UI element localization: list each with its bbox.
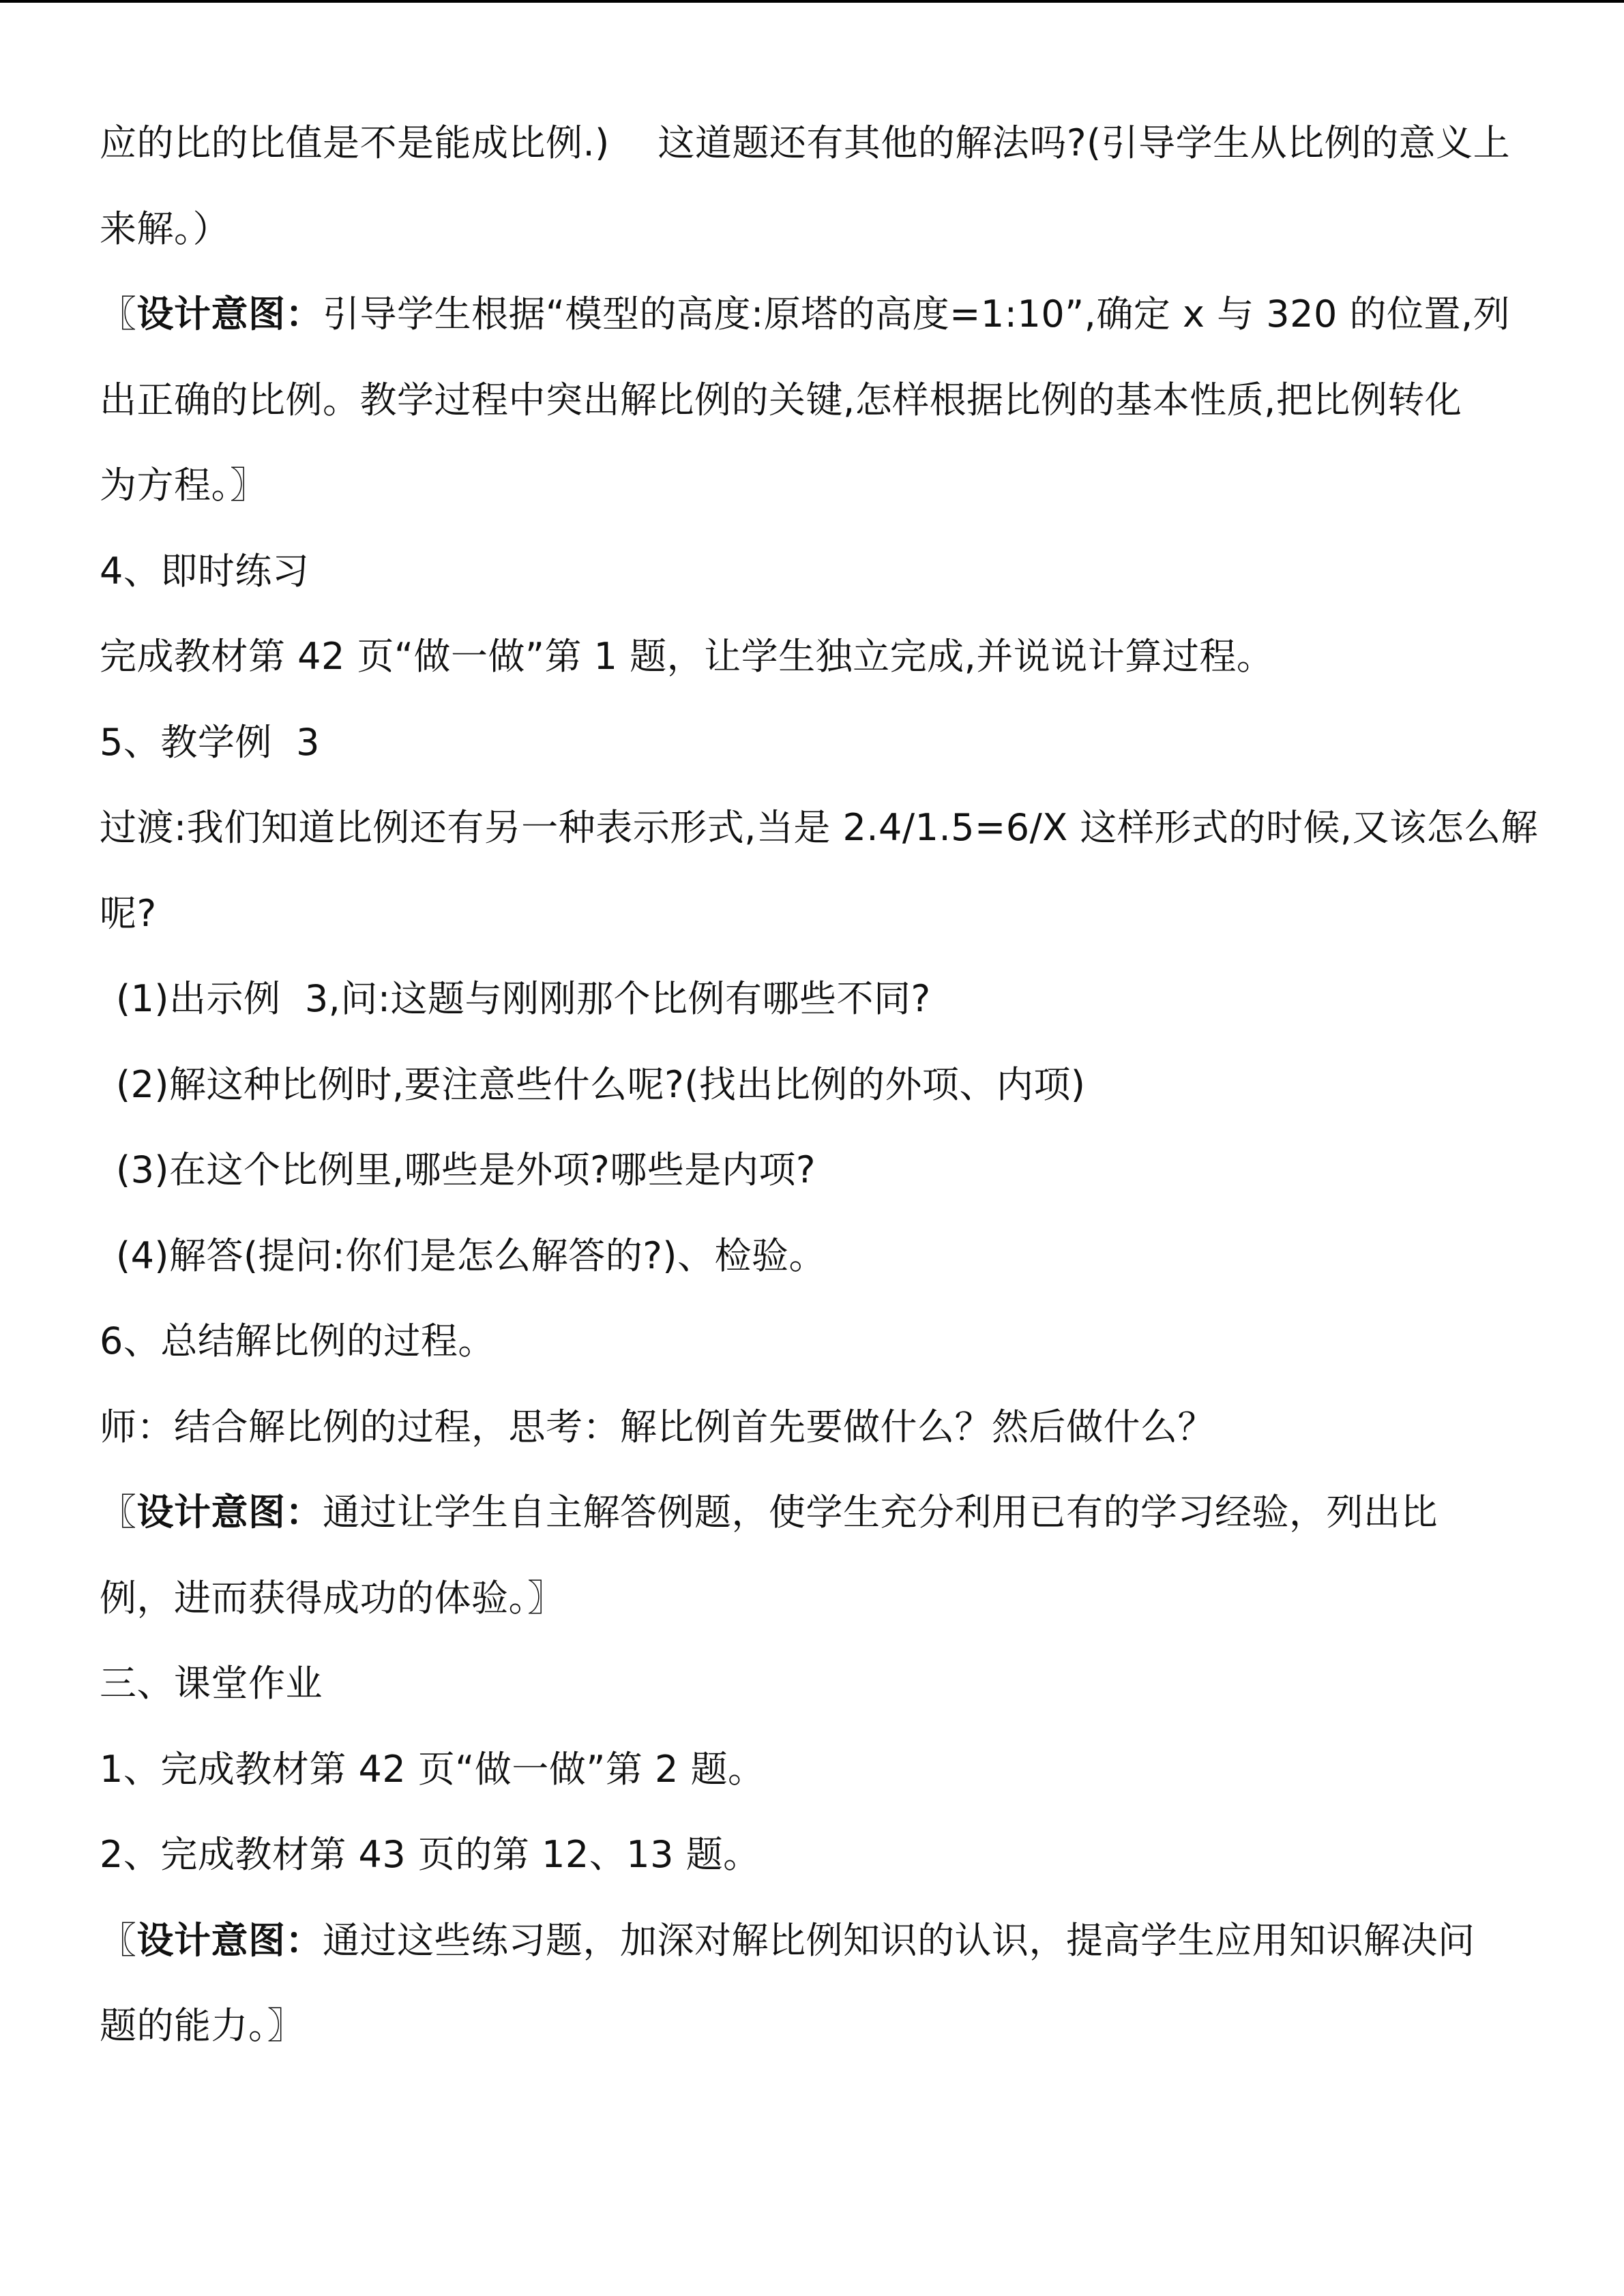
design-intent-label: 设计意图：: [136, 1918, 323, 1962]
design-intent-line: [100, 1907, 1525, 1993]
line-text: (2)解这种比例时,要注意些什么呢?(找出比例的外项、内项): [116, 1062, 1086, 1106]
design-intent-line: [100, 280, 1525, 366]
line-text: 6、总结解比例的过程。: [100, 1320, 495, 1362]
open-bracket: 〖: [100, 293, 137, 336]
numbered-step: [100, 965, 1525, 1051]
design-intent-line: [100, 1478, 1525, 1564]
text-line: [100, 366, 1525, 452]
line-text: 出正确的比例。教学过程中突出解比例的关键,怎样根据比例的基本性质,把比例转化: [100, 378, 1462, 421]
document-body: [100, 109, 1539, 2078]
line-text: 师：结合解比例的过程，思考：解比例首先要做什么？然后做什么？: [100, 1405, 1215, 1448]
design-intent-label: 设计意图：: [136, 1491, 323, 1534]
text-line: [100, 195, 1525, 281]
text-line: [100, 623, 1525, 709]
text-line: [100, 451, 1525, 537]
text-line: [100, 1992, 1525, 2078]
text-line: [100, 1735, 1525, 1821]
page-top-border: [0, 0, 1624, 3]
open-bracket: 〖: [100, 1491, 137, 1534]
line-text: 通过这些练习题，加深对解比例知识的认识，提高学生应用知识解决问: [323, 1918, 1475, 1962]
text-line: [100, 109, 1525, 195]
line-text: 完成教材第 42 页“做一做”第 1 题，让学生独立完成,并说说计算过程。: [100, 635, 1274, 678]
section-heading: [100, 1307, 1525, 1393]
line-text: 引导学生根据“模型的高度:原塔的高度=1:10”,确定 x 与 320 的位置,列: [323, 293, 1511, 336]
text-line: [100, 1564, 1525, 1650]
line-text: 例，进而获得成功的体验。〗: [100, 1576, 565, 1620]
line-text: (4)解答(提问:你们是怎么解答的?)、检验。: [116, 1234, 826, 1277]
line-text: 2、完成教材第 43 页的第 12、13 题。: [100, 1833, 761, 1876]
numbered-step: [100, 1222, 1525, 1308]
line-text: 来解。）: [100, 207, 230, 250]
line-text: 题的能力。〗: [100, 2004, 304, 2047]
section-heading: [100, 1650, 1525, 1735]
text-line: [100, 880, 1525, 966]
line-text: 呢?: [100, 891, 157, 935]
section-heading: [100, 537, 1525, 623]
design-intent-label: 设计意图：: [136, 293, 323, 336]
text-line: [100, 1821, 1525, 1907]
line-text: 1、完成教材第 42 页“做一做”第 2 题。: [100, 1747, 765, 1791]
line-text: 应的比的比值是不是能成比例.) 这道题还有其他的解法吗?(引导学生从比例的意义上: [100, 121, 1511, 164]
numbered-step: [100, 1136, 1525, 1222]
section-heading: [100, 709, 1525, 794]
text-line: [100, 794, 1539, 880]
line-text: 4、即时练习: [100, 549, 310, 593]
line-text: (3)在这个比例里,哪些是外项?哪些是内项?: [116, 1148, 816, 1191]
text-line: [100, 1393, 1525, 1479]
line-text: 三、课堂作业: [100, 1662, 323, 1705]
line-text: 通过让学生自主解答例题，使学生充分利用已有的学习经验，列出比: [323, 1491, 1438, 1534]
line-text: (1)出示例 3,问:这题与刚刚那个比例有哪些不同?: [116, 977, 931, 1020]
numbered-step: [100, 1051, 1525, 1137]
line-text: 过渡:我们知道比例还有另一种表示形式,当是 2.4/1.5=6/X 这样形式的时候,又该怎么解: [100, 806, 1539, 849]
open-bracket: 〖: [100, 1918, 137, 1962]
line-text: 为方程。〗: [100, 464, 267, 507]
line-text: 5、教学例 3: [100, 720, 321, 764]
